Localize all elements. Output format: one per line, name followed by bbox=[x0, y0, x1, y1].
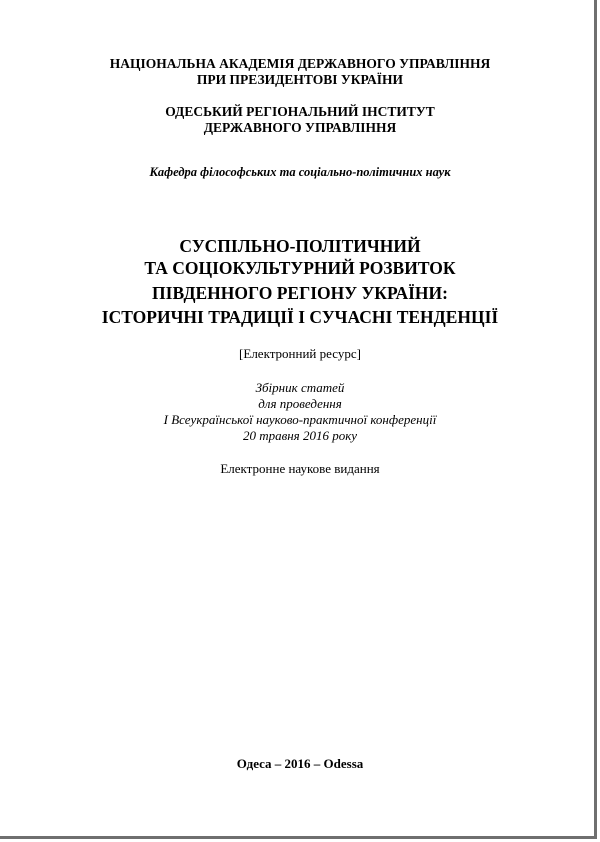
institute-name-line2: ДЕРЖАВНОГО УПРАВЛІННЯ bbox=[203, 120, 397, 135]
academy-name-line1: НАЦІОНАЛЬНА АКАДЕМІЯ ДЕРЖАВНОГО УПРАВЛІННЯ bbox=[109, 56, 491, 71]
academy-name-line2: ПРИ ПРЕЗИДЕНТОВІ УКРАЇНИ bbox=[196, 72, 404, 87]
institute-name-line1: ОДЕСЬКИЙ РЕГІОНАЛЬНИЙ ІНСТИТУТ bbox=[165, 104, 435, 119]
department-name: Кафедра філософських та соціально-політичних наук bbox=[149, 165, 451, 179]
description-line4: 20 травня 2016 року bbox=[242, 428, 358, 443]
description-line1: Збірник статей bbox=[255, 380, 345, 395]
title-line1: СУСПІЛЬНО-ПОЛІТИЧНИЙ bbox=[179, 236, 421, 256]
edition-type: Електронне наукове видання bbox=[220, 461, 380, 476]
resource-label: [Електронний ресурс] bbox=[239, 346, 361, 361]
title-line3: ПІВДЕННОГО РЕГІОНУ УКРАЇНИ: bbox=[152, 283, 448, 303]
title-line2: ТА СОЦІОКУЛЬТУРНИЙ РОЗВИТОК bbox=[144, 258, 456, 278]
description-line2: для проведення bbox=[258, 396, 342, 411]
description-line3: І Всеукраїнської науково-практичної конференції bbox=[163, 412, 437, 427]
imprint-footer: Одеса – 2016 – Odessa bbox=[236, 756, 364, 771]
title-line4: ІСТОРИЧНІ ТРАДИЦІЇ І СУЧАСНІ ТЕНДЕНЦІЇ bbox=[101, 307, 499, 327]
